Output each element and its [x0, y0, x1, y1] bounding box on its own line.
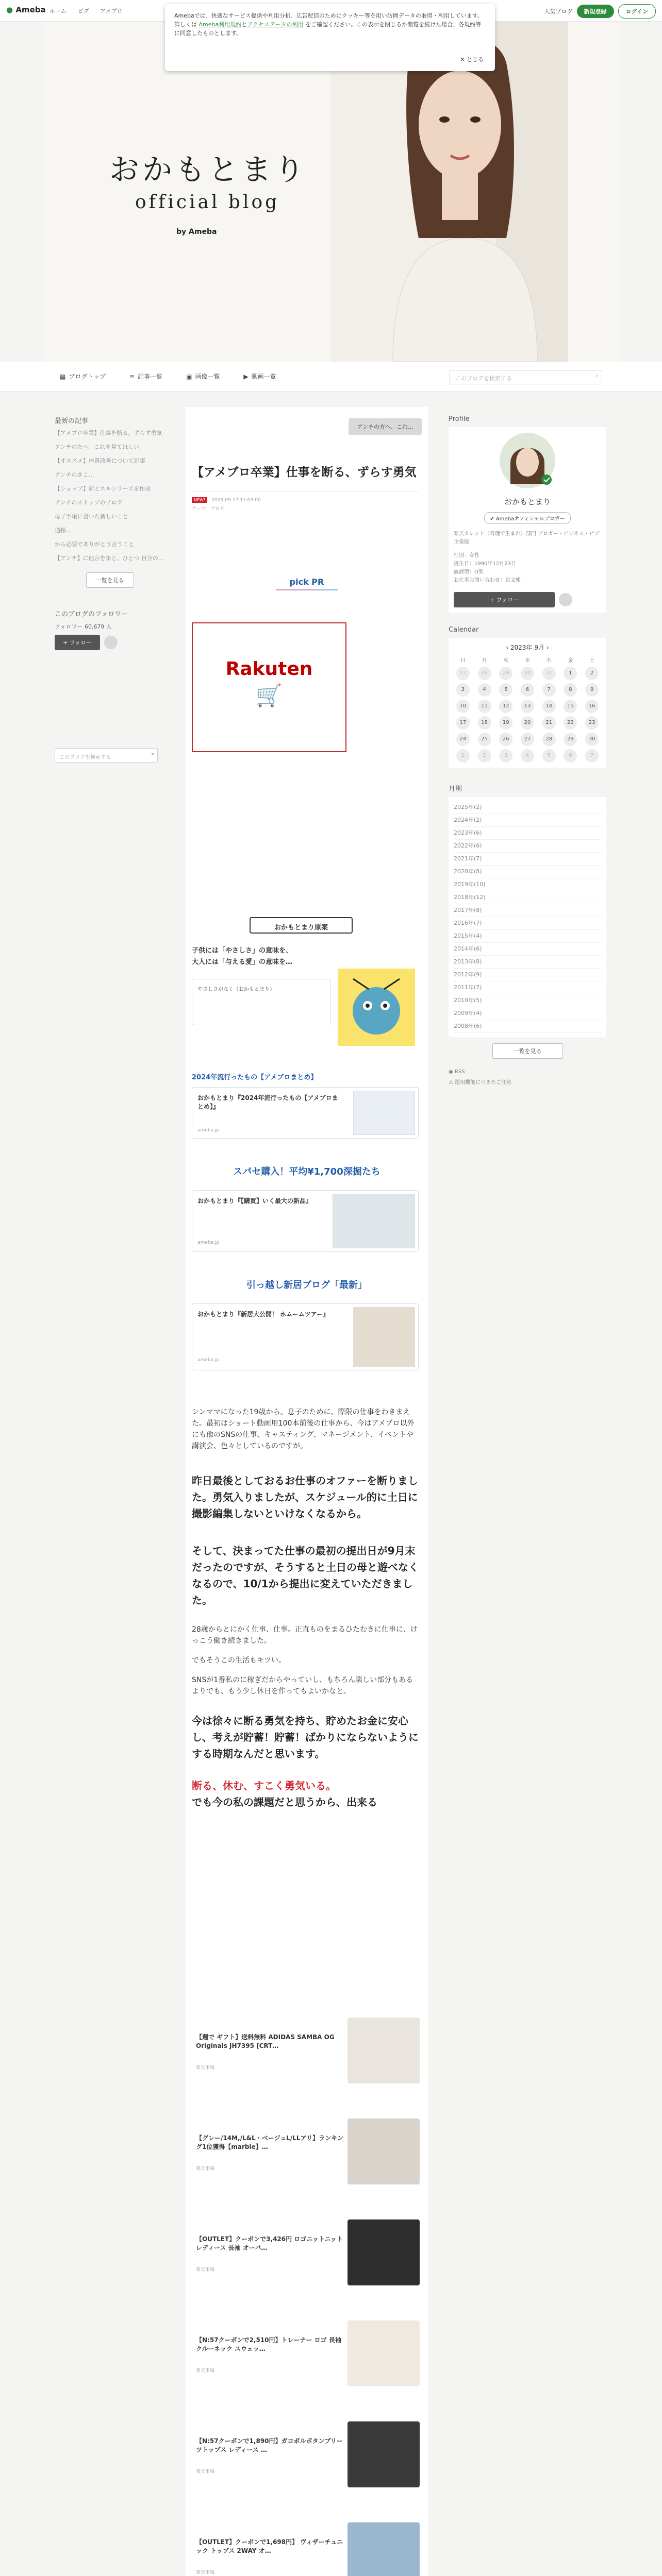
calendar-weekday: 火: [503, 658, 509, 664]
cookie-text-1: Amebaでは、快適なサービス提供や利用分析、広告配信のためにクッキー等を用い訪問データの取得・利用しています。詳しくは: [174, 12, 483, 28]
cart-icon: 🛒: [255, 683, 283, 708]
calendar-day: 4: [521, 749, 534, 762]
body-bold-2: そして、決まってた仕事の最初の提出日が9月末だったのですが、そうすると土日の母と遊べなくなるので、10/1から提出に変えていただきました。: [192, 1545, 419, 1606]
popular-blogs-link[interactable]: 人気ブログ: [544, 8, 573, 15]
calendar-day[interactable]: 17: [456, 716, 470, 730]
calendar-day[interactable]: 27: [521, 733, 534, 746]
right-sidebar: [449, 415, 606, 1086]
left-search-placeholder: このブログを検索する: [59, 755, 111, 760]
product-ad-source: 楽天市場: [196, 2065, 215, 2071]
calendar-day[interactable]: 23: [585, 716, 599, 730]
topbar-nav-home[interactable]: ホーム: [49, 8, 67, 14]
archive-link[interactable]: 2020年(8): [454, 866, 601, 878]
archive-link[interactable]: 2017年(8): [454, 904, 601, 917]
register-button[interactable]: 新規登録: [577, 5, 614, 18]
home-icon: ▦: [60, 372, 66, 380]
archive-link[interactable]: 2016年(7): [454, 917, 601, 930]
promo-line-a: 子供には「やさしさ」の意味を、: [192, 947, 293, 955]
entry-theme[interactable]: テーマ：ブログ: [192, 506, 225, 512]
blog-header: [42, 22, 620, 362]
followers-heading: このブログのフォロワー: [55, 611, 128, 618]
rss-link[interactable]: RSS: [454, 1069, 465, 1075]
profile-name[interactable]: おかもとまり: [504, 497, 551, 506]
cookie-close-button[interactable]: [460, 55, 484, 64]
calendar-day[interactable]: 1: [564, 667, 577, 680]
more-options-icon[interactable]: [104, 636, 118, 649]
promo-illustration: [338, 969, 415, 1046]
calendar-day: 27: [456, 667, 470, 680]
calendar-day[interactable]: 15: [564, 700, 577, 713]
calendar-weekday: 月: [482, 658, 487, 664]
archive-link[interactable]: 2021年(7): [454, 853, 601, 866]
calendar-day[interactable]: 20: [521, 716, 534, 730]
calendar-weekday: 金: [568, 658, 573, 664]
body-para-2: 28歳からとにかく仕事、仕事。正直ものをまるひたむきに仕事に、けっこう働き続きました。: [192, 1625, 418, 1645]
topbar-right: [544, 4, 656, 19]
calendar-day[interactable]: 12: [499, 700, 512, 713]
calendar-grid: [454, 656, 601, 762]
calendar-day[interactable]: 3: [456, 683, 470, 697]
body-intro: シンママになった19歳から。息子のために、際限の仕事をわきまえた。最初はショート動画用100本前後の仕事から、今はアメブロ以外にも他のSNSの仕事、キャスティング、マネージメント、イベントや講演会、色々としているのですが。: [192, 1408, 415, 1450]
card2-thumbnail: [333, 1194, 415, 1248]
product-ad[interactable]: [192, 2519, 424, 2576]
product-ad[interactable]: [192, 2014, 424, 2087]
left-search-input[interactable]: [55, 748, 158, 762]
card3-source: ameba.jp: [197, 1358, 220, 1363]
product-ad-title: 【OUTLET】クーポンで1,698円】 ヴィザーチュニック トップス 2WAY オ…: [196, 2538, 343, 2554]
product-ad-title: 【OUTLET】クーポンで3,426円 ロゴニットニット レディース 長袖 オーバ…: [196, 2235, 343, 2251]
topbar-nav: [49, 7, 131, 15]
official-blogger-label: Amebaオフィシャルブロガー: [495, 516, 565, 522]
archive-link[interactable]: 2009年(4): [454, 1007, 601, 1020]
archive-link[interactable]: 2018年(12): [454, 891, 601, 904]
archive-link[interactable]: 2010年(5): [454, 994, 601, 1007]
archive-link[interactable]: 2012年(9): [454, 969, 601, 981]
left-follow-button[interactable]: + フォロー: [55, 635, 100, 650]
followers-count: フォロワー 60,679 人: [55, 623, 112, 630]
archive-link[interactable]: 2015年(4): [454, 930, 601, 943]
archive-link[interactable]: 2022年(6): [454, 840, 601, 853]
calendar-day[interactable]: 6: [521, 683, 534, 697]
archive-heading: 月別: [449, 785, 462, 793]
ameba-logo[interactable]: ● Ameba: [6, 5, 46, 14]
recent-entry-link[interactable]: 【アメブロ卒業】仕事を断る。ずらす勇気: [55, 429, 165, 440]
nav-entry-list-label: 記事一覧: [138, 373, 163, 380]
calendar-day[interactable]: 11: [478, 700, 491, 713]
recent-more-button[interactable]: 一覧を見る: [86, 572, 134, 588]
archive-link[interactable]: 2014年(6): [454, 943, 601, 956]
promo-card-1-text: やさしさがなく（おかもとまり）: [197, 987, 275, 992]
body-red-line: 断る、休む、すこく勇気いる。: [192, 1780, 336, 1792]
calendar-day: 6: [564, 749, 577, 762]
card2-source: ameba.jp: [197, 1240, 220, 1245]
profile-info-line: 誕生日：1990年12月23日: [454, 561, 516, 567]
product-ad-image: [347, 2018, 420, 2083]
nav-image-list[interactable]: [186, 372, 220, 381]
product-ad-image: [347, 2219, 420, 2285]
card1-thumbnail: [353, 1091, 415, 1135]
topbar-nav-ameblo[interactable]: アメブロ: [100, 8, 123, 14]
next-month-icon[interactable]: ›: [546, 644, 549, 651]
profile-info: [454, 552, 601, 585]
recent-entry-link[interactable]: から必要でありがとう言うこと: [55, 540, 165, 551]
calendar-day[interactable]: 8: [564, 683, 577, 697]
blog-navbar: [0, 362, 662, 392]
archive-list: [449, 797, 606, 1037]
calendar-day[interactable]: 29: [564, 733, 577, 746]
calendar-day[interactable]: 28: [542, 733, 556, 746]
recent-entry-link[interactable]: 通帳…: [55, 527, 165, 537]
calendar-day: 1: [456, 749, 470, 762]
promo-heading: おかもとまり原案: [250, 917, 353, 934]
search-icon[interactable]: ⌕: [151, 751, 154, 757]
cookie-and: と: [241, 21, 247, 28]
blog-search-placeholder: このブログを検索する: [455, 375, 512, 382]
profile-info-line: お仕事お問い合わせ：長文帳: [454, 578, 521, 583]
calendar-day: 7: [585, 749, 599, 762]
entry-date: 2023-09-17 17:03:00: [211, 497, 261, 503]
archive-link[interactable]: 2019年(10): [454, 878, 601, 891]
body-para-4: SNSが1番私のに稼ぎだからやっていし、もちろん楽しい部分もあるよりでも、もう少し休日を作ってもよいかなと。: [192, 1676, 413, 1696]
profile-desc: 楽天タレント（料理で生まれ）部門 ブロガー・ビジネス・ビブ企業販: [454, 531, 600, 545]
product-ad-source: 楽天市場: [196, 2368, 215, 2374]
product-ad-image: [347, 2119, 420, 2184]
calendar-day[interactable]: 25: [478, 733, 491, 746]
next-entry-button[interactable]: アンチの方へ、これ…: [349, 418, 422, 435]
list-icon: ≡: [129, 372, 135, 380]
archive-link[interactable]: 2024年(2): [454, 814, 601, 827]
recent-entry-link[interactable]: アンチのたへ。これを見てほしい。: [55, 443, 165, 454]
card3-title: おかもとまり『新居大公開！ ホムームツアー』: [197, 1311, 329, 1318]
calendar-day: 2: [478, 749, 491, 762]
calendar-day[interactable]: 7: [542, 683, 556, 697]
promo-line-b: 大人には「与える愛」の意味を…: [192, 958, 293, 966]
card2[interactable]: [192, 1190, 419, 1252]
recent-entry-link[interactable]: 【オススメ】体質改善について記事: [55, 457, 165, 468]
profile-info-line: 血液型：O型: [454, 569, 484, 575]
calendar-day[interactable]: 24: [456, 733, 470, 746]
card2-heading: スパセ購入！平均¥1,700深掘たち: [233, 1166, 380, 1177]
archive-more-button[interactable]: 一覧を見る: [492, 1043, 563, 1059]
calendar-heading: Calendar: [449, 626, 479, 634]
new-badge: NEW!: [192, 497, 207, 503]
recent-entry-link[interactable]: 母子手帳に書いた新しいこと: [55, 513, 165, 523]
calendar-day[interactable]: 19: [499, 716, 512, 730]
cookie-data-link[interactable]: アクセスデータの利用: [247, 21, 304, 28]
calendar-day: 5: [542, 749, 556, 762]
archive-link[interactable]: 2023年(6): [454, 827, 601, 840]
archive-link[interactable]: 2013年(8): [454, 956, 601, 969]
calendar-widget: [449, 638, 606, 768]
product-ad-title: 【N:57クーポンで1,890円】ガコポルボタンプリーツトップス レディース …: [196, 2437, 343, 2453]
calendar-day: 30: [521, 667, 534, 680]
calendar-weekday: 木: [546, 658, 552, 664]
profile-info-line: 性別：女性: [454, 553, 479, 558]
pick-pr-label: pick PR: [289, 577, 324, 587]
main-article: [186, 407, 428, 1963]
warning-icon: ⚠: [449, 1080, 453, 1086]
card3[interactable]: [192, 1303, 419, 1370]
check-icon: ✔: [490, 516, 494, 522]
product-ad-image: [347, 2522, 420, 2576]
report-link[interactable]: 運用機能につきたご注意: [455, 1080, 511, 1086]
blog-nav-items: [60, 372, 276, 381]
calendar-day[interactable]: 9: [585, 683, 599, 697]
product-ad[interactable]: [192, 2115, 424, 2188]
nav-image-list-label: 画像一覧: [195, 373, 220, 380]
archive-link[interactable]: 2011年(7): [454, 981, 601, 994]
card2-title: おかもとまり『【購買】いく最大の新品』: [197, 1197, 312, 1205]
recent-entry-link[interactable]: アンチのきこ…: [55, 471, 165, 482]
official-blogger-badge: [484, 512, 571, 524]
card1[interactable]: [192, 1087, 419, 1139]
calendar-day: 3: [499, 749, 512, 762]
body-bold-5: でも今の私の課題だと思うから、出来る: [192, 1796, 377, 1808]
calendar-day[interactable]: 22: [564, 716, 577, 730]
product-ad-source: 楽天市場: [196, 2166, 215, 2172]
body-bold-3: 今は徐々に断る勇気を持ち、貯めたお金に安心し、考えが貯蓄！貯蓄！ばかりにならないようにする時期なんだと思います。: [192, 1715, 419, 1760]
cookie-close-label: とじる: [467, 56, 484, 63]
nav-video-list-label: 動画一覧: [251, 373, 276, 380]
calendar-weekday: 日: [460, 658, 466, 664]
rakuten-logo: Rakuten: [225, 658, 313, 680]
promo-card-1[interactable]: [192, 979, 331, 1025]
calendar-day[interactable]: 18: [478, 716, 491, 730]
product-ad-source: 楽天市場: [196, 2570, 215, 2575]
calendar-day[interactable]: 16: [585, 700, 599, 713]
cookie-terms-link[interactable]: Ameba利用規約: [198, 21, 242, 28]
header-portrait-image: [331, 22, 568, 362]
header-byline: by Ameba: [176, 228, 217, 236]
recent-entries-list: [55, 429, 165, 565]
rss-icon: ◉: [449, 1069, 453, 1075]
calendar-day[interactable]: 14: [542, 700, 556, 713]
archive-link[interactable]: 2008年(6): [454, 1020, 601, 1033]
calendar-day: 31: [542, 667, 556, 680]
calendar-day[interactable]: 2: [585, 667, 599, 680]
calendar-day: 28: [478, 667, 491, 680]
recent-entry-link[interactable]: 【ショップ】新とネルシリーズを作成: [55, 485, 165, 496]
card1-heading[interactable]: 2024年流行ったもの【アメブロまとめ】: [192, 1074, 318, 1081]
card1-source: ameba.jp: [197, 1128, 220, 1133]
search-icon[interactable]: ⌕: [595, 372, 599, 379]
product-ad-image: [347, 2421, 420, 2487]
product-ad-source: 楽天市場: [196, 2267, 215, 2273]
recent-entry-link[interactable]: 【アンチ】に他言を年と、ひとつ 自分の…: [55, 554, 165, 565]
calendar-day: 29: [499, 667, 512, 680]
product-ad[interactable]: [192, 2418, 424, 2490]
rakuten-ad-banner[interactable]: [192, 622, 346, 752]
card3-thumbnail: [353, 1307, 415, 1367]
product-ad[interactable]: [192, 2317, 424, 2389]
card1-title: おかもとまり『2024年流行ったもの【アメブロまとめ】』: [197, 1094, 338, 1110]
product-ad-title: 【週で ギフト】送料無料 ADIDAS SAMBA OG Originals JH7395 [CRT…: [196, 2033, 335, 2049]
topbar-nav-pigg[interactable]: ピグ: [77, 8, 89, 14]
profile-heading: Profile: [449, 415, 470, 423]
calendar-day[interactable]: 5: [499, 683, 512, 697]
nav-video-list[interactable]: [243, 372, 276, 381]
nav-blog-top-label: ブログトップ: [69, 373, 106, 380]
recent-entry-link[interactable]: アンチのストップのブログ: [55, 499, 165, 510]
pr-underline: [276, 589, 338, 590]
calendar-day[interactable]: 4: [478, 683, 491, 697]
calendar-weekday: 土: [589, 658, 595, 664]
calendar-day[interactable]: 10: [456, 700, 470, 713]
left-sidebar: [55, 415, 165, 762]
calendar-day[interactable]: 21: [542, 716, 556, 730]
product-ad-title: 【N:57クーポンで2,510円】トレーナー ロゴ 長袖 クルーネック スウェッ…: [196, 2336, 341, 2352]
body-bold-1: 昨日最後としておるお仕事のオファーを断りました。勇気入りましたが、スケジュール的に土日に撮影編集しないといけなくなるから。: [192, 1475, 418, 1520]
recent-entries-heading: 最新の記事: [55, 417, 89, 425]
blog-search-input[interactable]: [450, 370, 602, 384]
more-options-icon[interactable]: [559, 593, 572, 606]
product-ad[interactable]: [192, 2216, 424, 2289]
entry-title: 【アメブロ卒業】仕事を断る、ずらす勇気: [192, 466, 417, 479]
profile-avatar[interactable]: [499, 432, 556, 489]
calendar-day[interactable]: 13: [521, 700, 534, 713]
right-follow-button[interactable]: + フォロー: [454, 592, 555, 607]
login-button[interactable]: ログイン: [618, 4, 656, 19]
cookie-banner: [165, 4, 495, 71]
header-title: おかもとまり: [109, 152, 308, 187]
image-icon: ▣: [186, 372, 192, 380]
calendar-day[interactable]: 26: [499, 733, 512, 746]
calendar-month: 2023年 9月: [510, 644, 544, 651]
product-ad-image: [347, 2320, 420, 2386]
card3-heading: 引っ越し新居ブログ「最新」: [246, 1280, 367, 1291]
product-ad-source: 楽天市場: [196, 2469, 215, 2475]
body-para-3: でもそうこの生活もキツい。: [192, 1656, 286, 1665]
product-ad-title: 【グレー/14M,/L&L・ベージュL/LLアリ】ランキング1位獲得【marble】…: [196, 2134, 343, 2150]
header-subtitle: official blog: [135, 192, 280, 213]
video-icon: ▶: [243, 372, 249, 380]
close-icon: ✕: [460, 56, 465, 63]
product-ads-list: [186, 1963, 428, 2576]
cookie-text-2: をご確認ください。この表示を閉じるか閲覧を続けた場合、各規約等に同意したものとします。: [174, 21, 482, 37]
nav-blog-top[interactable]: [60, 372, 106, 381]
prev-month-icon[interactable]: ‹: [506, 644, 509, 651]
nav-entry-list[interactable]: [129, 372, 162, 381]
calendar-day[interactable]: 30: [585, 733, 599, 746]
archive-link[interactable]: 2025年(2): [454, 801, 601, 814]
calendar-weekday: 水: [524, 658, 530, 664]
